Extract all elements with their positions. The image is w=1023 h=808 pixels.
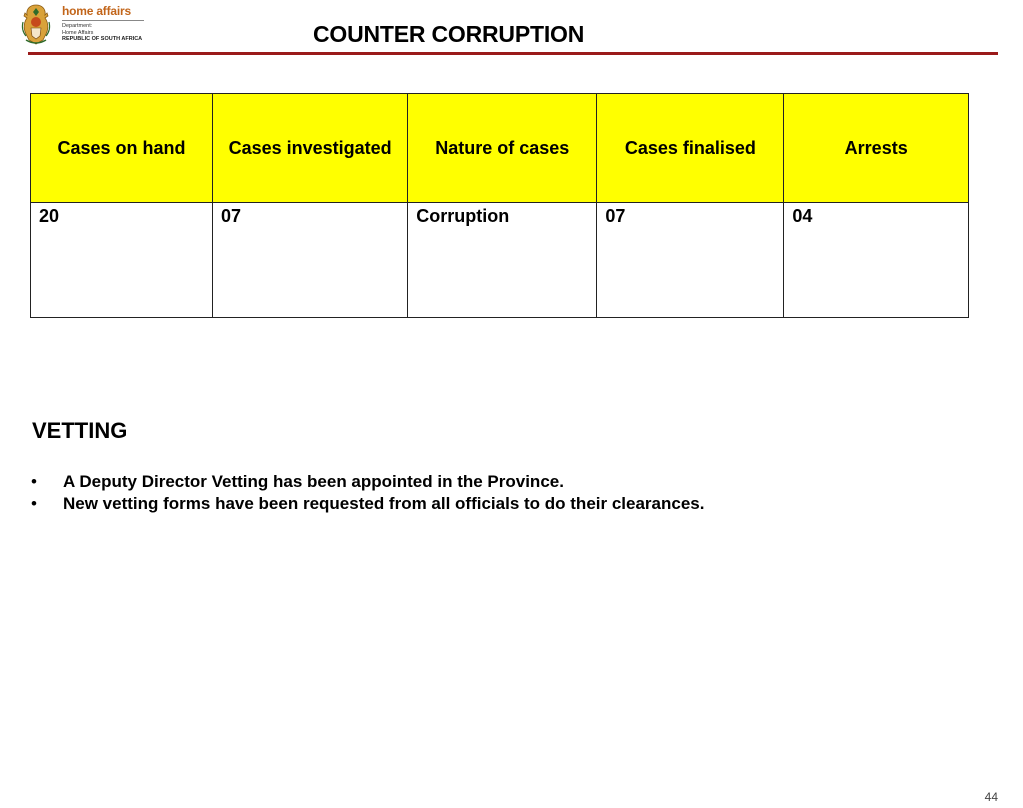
- cell-cases-on-hand: 20: [31, 203, 213, 318]
- coat-of-arms-icon: [20, 2, 52, 46]
- vetting-heading: VETTING: [32, 418, 128, 443]
- bullet-text: New vetting forms have been requested from all officials to do their clearances.: [63, 494, 705, 513]
- page-number: 44: [984, 790, 998, 804]
- bullet-icon: •: [31, 494, 37, 513]
- header-cases-finalised: Cases finalised: [597, 94, 784, 203]
- logo-department-label: Department:: [62, 23, 93, 29]
- header-cases-on-hand: Cases on hand: [31, 94, 213, 203]
- cell-arrests: 04: [784, 203, 969, 318]
- vetting-bullet-list: [30, 471, 704, 515]
- page-title: COUNTER CORRUPTION: [313, 21, 585, 47]
- header-cases-investigated: Cases investigated: [213, 94, 408, 203]
- header-arrests: Arrests: [784, 94, 969, 203]
- bullet-icon: •: [31, 472, 37, 491]
- logo-country: REPUBLIC OF SOUTH AFRICA: [62, 36, 143, 42]
- logo-brand-text: home affairs: [62, 4, 131, 18]
- logo-divider: [62, 20, 144, 21]
- bullet-text: A Deputy Director Vetting has been appointed in the Province.: [63, 472, 564, 491]
- header-nature-of-cases: Nature of cases: [408, 94, 597, 203]
- list-item: [30, 493, 704, 515]
- cell-nature-of-cases: Corruption: [408, 203, 597, 318]
- list-item: [30, 471, 704, 493]
- counter-corruption-table: [30, 93, 969, 318]
- cell-cases-finalised: 07: [597, 203, 784, 318]
- home-affairs-logo: [20, 2, 150, 48]
- title-divider: [28, 52, 998, 55]
- logo-department-name: Home Affairs: [62, 29, 94, 36]
- table-header-row: [31, 94, 969, 203]
- table-row: [31, 203, 969, 318]
- cell-cases-investigated: 07: [213, 203, 408, 318]
